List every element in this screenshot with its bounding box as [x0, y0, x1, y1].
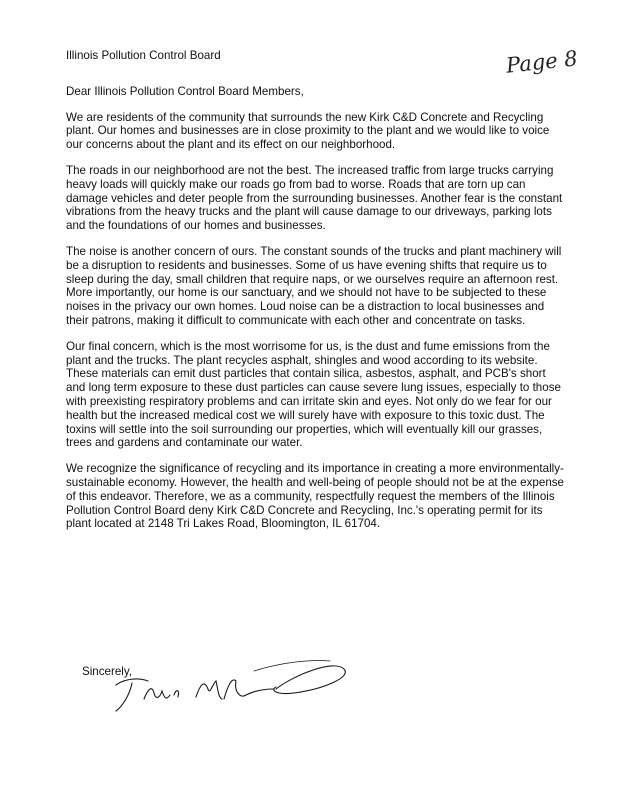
- paragraph-dust: Our final concern, which is the most worrisome for us, is the dust and fume emissions from the plant and the trucks. The plant recycles asphalt, shingles and wood according to its website. These materials can emit dust particles that contain silica, asbestos, asphalt, and PCB's short and long term exposure to these dust particles can cause severe lung issues, especially to those with preexisting respiratory problems and can irritate skin and eyes. Not only do we fear for our health but the increased medical cost we will surely have with exposure to this toxic dust. The toxins will settle into the soil surrounding our properties, which will eventually kill our grasses, trees and gardens and contaminate our water.: [66, 339, 561, 450]
- closing: Sincerely,: [82, 665, 133, 678]
- salutation: Dear Illinois Pollution Control Board Members,: [66, 84, 304, 98]
- paragraph-intro: We are residents of the community that surrounds the new Kirk C&D Concrete and Recycling plant. Our homes and businesses are in close proximity to the plant and we would like to voice our concerns about the plant and its effect on our neighborhood.: [66, 110, 550, 152]
- paragraph-request: We recognize the significance of recycling and its importance in creating a more environmentally-sustainable economy. However, the health and well-being of people should not be at the expense of this endeavor. Therefore, we as a community, respectfully request the members of the Illinois Pollution Control Board deny Kirk C&D Concrete and Recycling, Inc.'s operating permit for its plant located at 2148 Tri Lakes Road, Bloomington, IL 61704.: [66, 462, 565, 531]
- letter-body: [66, 49, 566, 543]
- paragraph-noise: The noise is another concern of ours. The constant sounds of the trucks and plant machinery will be a disruption to residents and businesses. Some of us have evening shifts that require us to sleep during the day, small children that require naps, or we ourselves require an afternoon rest. More importantly, our home is our sanctuary, and we should not have to be subjected to these noises in the privacy our own homes. Loud noise can be a distraction to local businesses and their patrons, making it difficult to communicate with each other and concentrate on tasks.: [66, 244, 562, 327]
- page-number-stamp: Page 8: [504, 46, 579, 78]
- recipient-line: Illinois Pollution Control Board: [66, 49, 221, 62]
- handwritten-signature: [104, 655, 354, 715]
- paragraph-roads: The roads in our neighborhood are not the best. The increased traffic from large trucks carrying heavy loads will quickly make our roads go from bad to worse. Roads that are torn up can damage vehicles and deter people from the surrounding businesses. Another fear is the constant vibrations from the heavy trucks and the plant will cause damage to our driveways, parking lots and the foundations of our homes and businesses.: [66, 163, 563, 233]
